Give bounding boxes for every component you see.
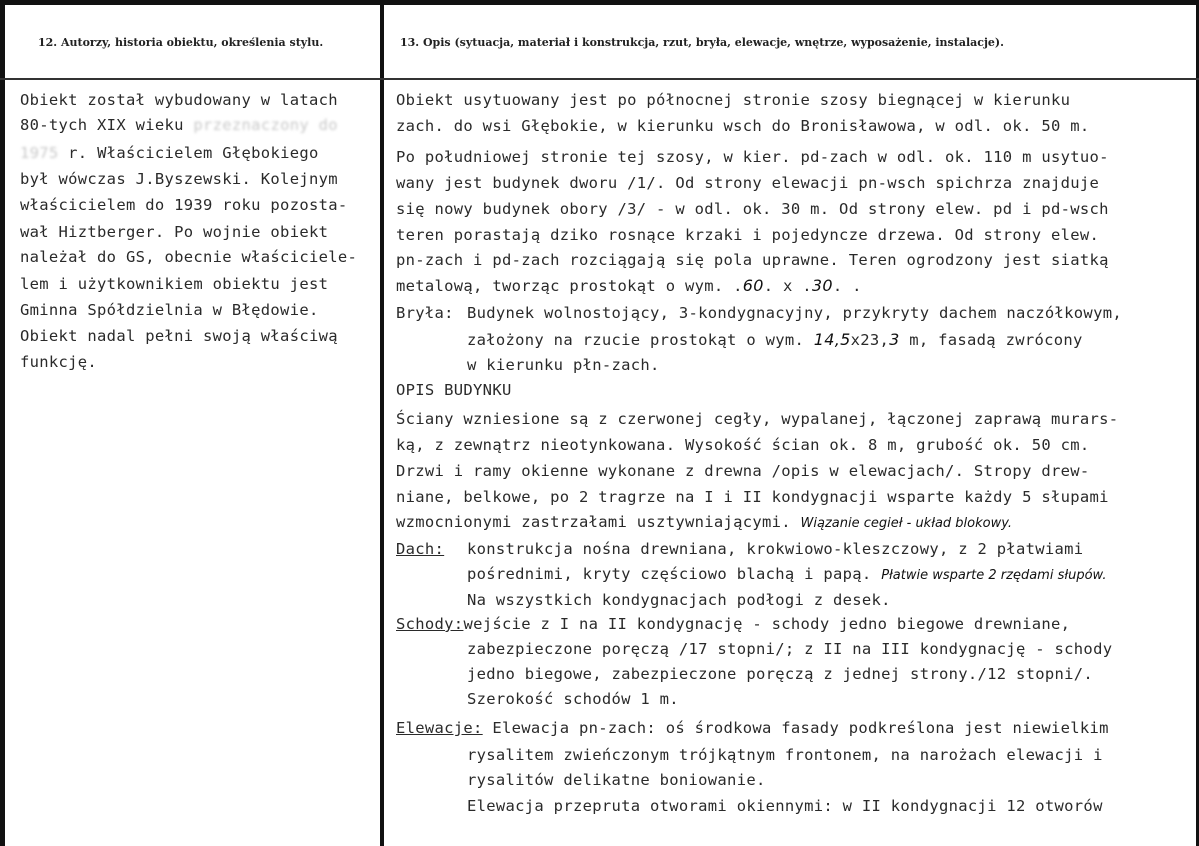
handwritten-length: 60 [742,276,764,295]
history-line: 80-tych XIX wieku przeznaczony do [20,116,338,134]
history-line: wał Hiztberger. Po wojnie obiekt [20,223,329,241]
section-12-heading: 12. Autorzy, historia obiektu, określenia stylu. [38,36,324,49]
bryla-label: Bryła: [396,304,454,322]
floor-line: Na wszystkich kondygnacjach podłogi z desek. [467,591,891,609]
card-border-left [0,0,5,846]
history-line: Obiekt został wybudowany w latach [20,91,338,109]
section-13-number: 13. Opis [400,36,451,49]
stairs-line: jedno biegowe, zabezpieczone poręczą z jednej strony./12 stopni/. [467,665,1094,683]
history-line: Obiekt nadal pełni swoją właściwą [20,327,338,345]
description-line: pn-zach i pd-zach rozciągają się pola uprawne. Teren ogrodzony jest siatką [396,251,1109,269]
elevations-line: rysalitów delikatne boniowanie. [467,771,766,789]
history-line: właścicielem do 1939 roku pozosta- [20,196,348,214]
handwritten-dimension: 14,5 [813,330,851,349]
history-line: 1975 r. Właścicielem Głębokiego [20,144,319,162]
section-13-heading [400,36,1004,49]
history-line: należał do GS, obecnie właściciele- [20,248,358,266]
elevations-label: Elewacje: [396,719,483,737]
handwritten-dimension: 3 [889,330,900,349]
description-line: wany jest budynek dworu /1/. Od strony elewacji pn-wsch spichrza znajduje [396,174,1100,192]
roof-line: pośrednimi, kryty częściowo blachą i papą. Płatwie wsparte 2 rzędami słupów. [467,565,1107,583]
history-line: funkcję. [20,353,98,371]
stairs-line: Szerokość schodów 1 m. [467,690,679,708]
elevations-line: Elewacja przepruta otworami okiennymi: w II kondygnacji 12 otworów [467,797,1103,815]
bryla-line: założony na rzucie prostokąt o wym. 14,5x23,3 m, fasadą zwrócony [467,330,1083,349]
description-line: teren porastają dziko rosnące krzaki i pojedyncze drzewa. Od strony elew. [396,226,1100,244]
description-line: zach. do wsi Głębokie, w kierunku wsch do Bronisławowa, w odl. ok. 50 m. [396,117,1090,135]
description-line: Po południowej stronie tej szosy, w kier. pd-zach w odl. ok. 110 m usytuo- [396,148,1109,166]
history-line: lem i użytkownikiem obiektu jest [20,275,329,293]
header-divider [0,78,1199,80]
section-13-subtitle: (sytuacja, materiał i konstrukcja, rzut, bryła, elewacje, wnętrze, wyposażenie, instalacje). [454,36,1004,49]
history-line: Gminna Spółdzielnia w Błędowie. [20,301,319,319]
handwritten-note-purlins: Płatwie wsparte 2 rzędami słupów. [881,568,1107,583]
column-divider [380,0,384,846]
handwritten-width: 30 [811,276,833,295]
handwritten-note-bond: Wiązanie cegieł - układ blokowy. [800,516,1013,531]
walls-line: Ściany wzniesione są z czerwonej cegły, wypalanej, łączonej zaprawą murars- [396,410,1119,428]
description-line: się nowy budynek obory /3/ - w odl. ok. 30 m. Od strony elew. pd i pd-wsch [396,200,1109,218]
bryla-line: Budynek wolnostojący, 3-kondygnacyjny, przykryty dachem naczółkowym, [467,304,1122,322]
bryla-line: w kierunku płn-zach. [467,356,660,374]
roof-line: konstrukcja nośna drewniana, krokwiowo-kleszczowy, z 2 płatwiami [467,540,1084,558]
walls-line: ką, z zewnątrz nieotynkowana. Wysokość ścian ok. 8 m, grubość ok. 50 cm. [396,436,1090,454]
elevations-line: Elewacje: Elewacja pn-zach: oś środkowa fasady podkreślona jest niewielkim [396,719,1109,737]
walls-line: Drzwi i ramy okienne wykonane z drewna /opis w elewacjach/. Stropy drew- [396,462,1090,480]
redacted-text: przeznaczony do [193,116,338,134]
elevations-line: rysalitem zwieńczonym trójkątnym frontonem, na narożach elewacji i [467,746,1103,764]
walls-line: wzmocnionymi zastrzałami usztywniającymi. Wiązanie cegieł - układ blokowy. [396,513,1013,531]
stairs-label: Schody: [396,615,464,633]
stairs-line: zabezpieczone poręczą /17 stopni/; z II na III kondygnację - schody [467,640,1113,658]
description-line: metalową, tworząc prostokąt o wym. .60. x .30. . [396,276,862,295]
redacted-text: 1975 [20,144,59,162]
walls-line: niane, belkowe, po 2 tragrze na I i II kondygnacji wsparte każdy 5 słupami [396,488,1109,506]
roof-label: Dach: [396,540,445,558]
description-line: Obiekt usytuowany jest po północnej stronie szosy biegnącej w kierunku [396,91,1071,109]
stairs-line: Schody:wejście z I na II kondygnację - schody jedno biegowe drewniane, [396,615,1071,633]
card-border-top [0,0,1199,5]
section-title-opis-budynku: OPIS BUDYNKU [396,381,512,399]
history-line: był wówczas J.Byszewski. Kolejnym [20,170,338,188]
